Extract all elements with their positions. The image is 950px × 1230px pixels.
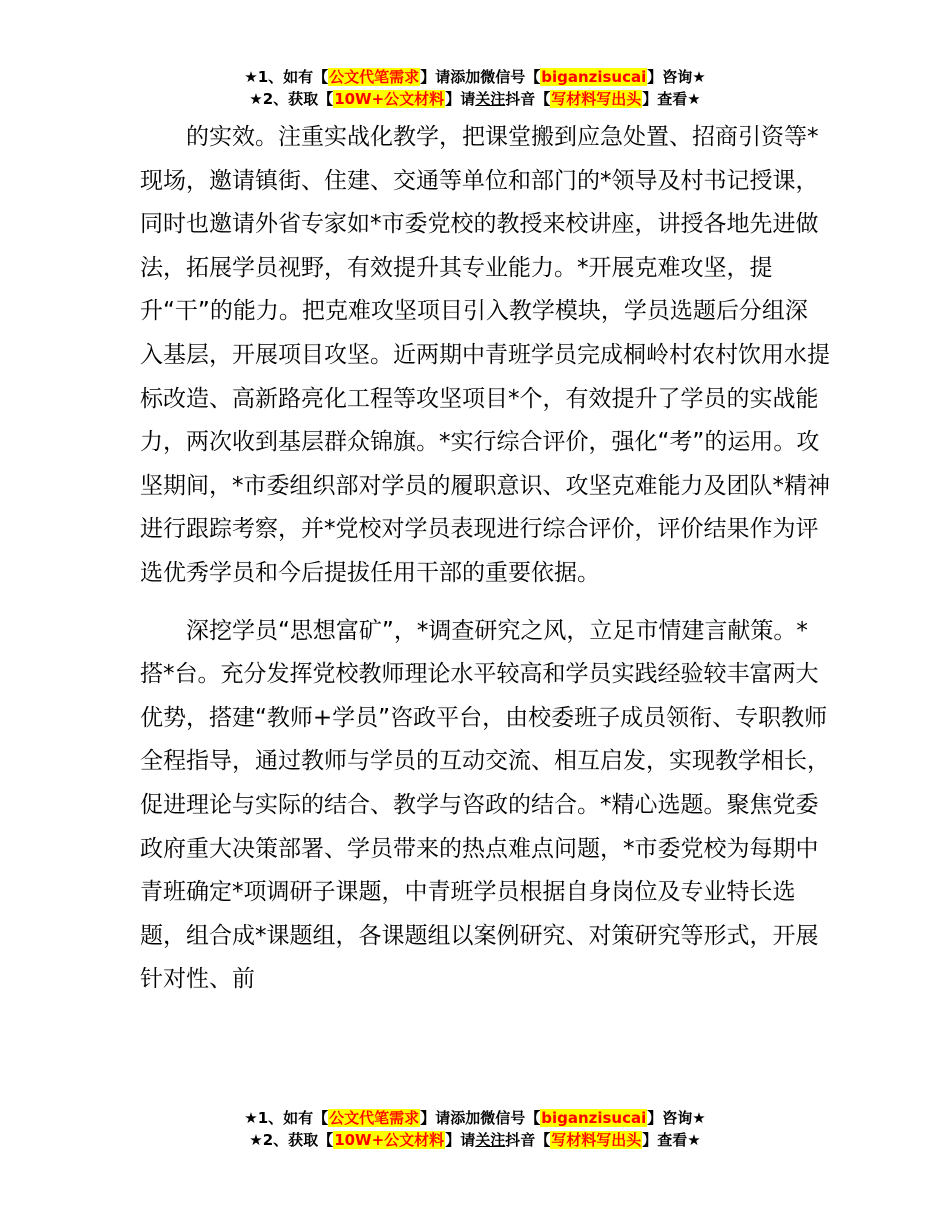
banner-text: 】查看★ xyxy=(642,90,701,108)
banner-text: 】请 xyxy=(445,1131,476,1149)
banner-text: ★2、获取【 xyxy=(249,90,334,108)
banner-underlined: 关注 xyxy=(475,1131,506,1149)
footer-banner xyxy=(0,1107,950,1151)
banner-highlight: 写材料写出头 xyxy=(551,1131,642,1149)
header-banner xyxy=(0,66,950,110)
banner-text: 】查看★ xyxy=(642,1131,701,1149)
body-paragraph-1: 的实效。注重实战化教学，把课堂搬到应急处置、招商引资等*现场，邀请镇街、住建、交通等单位和部门的*领导及村书记授课，同时也邀请外省专家如*市委党校的教授来校讲座，讲授各地先进做法，拓展学员视野，有效提升其专业能力。*开展克难攻坚，提升“干”的能力。把克难攻坚项目引入教学模块，学员选题后分组深入基层，开展项目攻坚。近两期中青班学员完成桐岭村农村饮用水提标改造、高新路亮化工程等攻坚项目*个，有效提升了学员的实战能力，两次收到基层群众锦旗。*实行综合评价，强化“考”的运用。攻坚期间，*市委组织部对学员的履职意识、攻坚克难能力及团队*精神进行跟踪考察，并*党校对学员表现进行综合评价，评价结果作为评选优秀学员和今后提拔任用干部的重要依据。 xyxy=(140,124,830,586)
body-paragraph-2: 深挖学员“思想富矿”，*调查研究之风，立足市情建言献策。*搭*台。充分发挥党校教师理论水平较高和学员实践经验较丰富两大优势，搭建“教师+学员”咨政平台，由校委班子成员领衔、专职教师全程指导，通过教师与学员的互动交流、相互启发，实现教学相长，促进理论与实际的结合、教学与咨政的结合。*精心选题。聚焦党委政府重大决策部署、学员带来的热点难点问题，*市委党校为每期中青班确定*项调研子课题，中青班学员根据自身岗位及专业特长选题，组合成*课题组，各课题组以案例研究、对策研究等形式，开展针对性、前 xyxy=(140,617,830,993)
banner-highlight: 写材料写出头 xyxy=(551,90,642,108)
banner-text: 抖音【 xyxy=(505,90,551,108)
banner-highlight: biganzisucai xyxy=(541,68,647,86)
banner-line-2 xyxy=(0,1129,950,1151)
banner-highlight: 10W+公文材料 xyxy=(334,1131,445,1149)
banner-text: 抖音【 xyxy=(505,1131,551,1149)
banner-highlight: biganzisucai xyxy=(541,1109,647,1127)
banner-highlight: 10W+公文材料 xyxy=(334,90,445,108)
document-body xyxy=(140,116,830,1002)
banner-text: 】咨询★ xyxy=(647,1109,706,1127)
banner-text: ★2、获取【 xyxy=(249,1131,334,1149)
banner-text: ★1、如有【 xyxy=(244,1109,329,1127)
banner-text: 】请添加微信号【 xyxy=(420,68,541,86)
banner-line-2 xyxy=(0,88,950,110)
banner-highlight: 公文代笔需求 xyxy=(329,68,420,86)
banner-text: ★1、如有【 xyxy=(244,68,329,86)
banner-highlight: 公文代笔需求 xyxy=(329,1109,420,1127)
banner-text: 】请添加微信号【 xyxy=(420,1109,541,1127)
banner-text: 】请 xyxy=(445,90,476,108)
banner-text: 】咨询★ xyxy=(647,68,706,86)
banner-underlined: 关注 xyxy=(475,90,506,108)
banner-line-1 xyxy=(0,66,950,88)
banner-line-1 xyxy=(0,1107,950,1129)
